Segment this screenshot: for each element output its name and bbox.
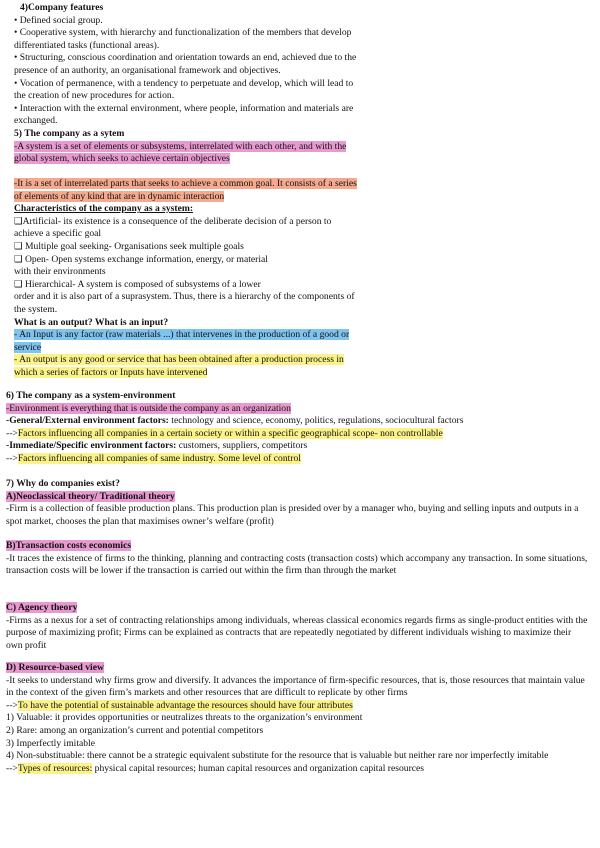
characteristic-line: ❑ Multiple goal seeking- Organisations seek multiple goals: [14, 240, 244, 252]
theory-b-block: [0, 540, 590, 578]
theory-b-text: -It traces the existence of firms to the thinking, planning and contracting costs (transaction costs) which accompany any transaction. In some situations, transaction costs will be lower if the transaction is carried out within the firm than through the market: [6, 552, 588, 577]
bullet-4-line-1: • Vocation of permanence, with a tendency to perpetuate and develop, which will lead to: [14, 77, 354, 89]
input-definition-line-1: - An Input is any factor (raw materials ...) that intervenes in the production of a good or: [14, 329, 350, 341]
bullet-4-line-2: the creation of new procedures for action.: [14, 90, 175, 102]
section-company-features: [0, 2, 414, 128]
section-why-companies-exist: [0, 478, 590, 528]
characteristic-line: order and it is also part of a suprasystem. Thus, there is a hierarchy of the components of: [14, 291, 355, 303]
section-7-title: 7) Why do companies exist?: [6, 478, 120, 489]
input-definition-line-2: service: [14, 341, 42, 353]
bullet-2-line-2: differentiated tasks (functional areas).: [14, 39, 160, 51]
resource-types-text: physical capital resources; human capital resources and organization capital resources: [92, 762, 425, 774]
theory-d-text: -It seeks to understand why firms grow and diversify. It advances the importance of firm-specific resources, that is, those resources that maintain value in the context of the given firm’s markets and other resources that are difficult to replicate by other firms: [6, 674, 585, 699]
section-6-title: 6) The company as a system-environment: [6, 390, 176, 401]
arrow-prefix: -->: [6, 452, 18, 464]
attribute-item: 4) Non-substituable: there cannot be a strategic equivalent substitute for the resource that is valuable but neither rare nor imperfectly imitable: [6, 750, 549, 762]
characteristic-line: ❑Artificial- its existence is a consequence of the deliberate decision of a person to: [14, 215, 332, 227]
system-parts-line-2: of elements of any kind that are in dynamic interaction: [14, 190, 225, 202]
environment-definition: -Environment is everything that is outside the company as an organization: [6, 402, 291, 414]
bullet-5-line-1: • Interaction with the external environment, where people, information and materials are: [14, 102, 354, 114]
characteristic-line: achieve a specific goal: [14, 228, 102, 240]
theory-a-text: -Firm is a collection of feasible production plans. This production plan is presided over by a manager who, buying and selling inputs and outputs in a spot market, chooses the plan that maximises owner’s welfare (profit): [6, 503, 579, 527]
theory-c-block: [0, 602, 590, 652]
characteristic-line: ❑ Hierarchical- A system is composed of subsystems of a lower: [14, 278, 261, 290]
bullet-5-line-2: exchanged.: [14, 115, 58, 127]
general-factors-note: Factors influencing all companies in a certain society or within a specific geographical scope- non controllable: [17, 427, 443, 439]
attribute-item: 1) Valuable: it provides opportunities or neutralizes threats to the organization’s environment: [6, 712, 363, 724]
general-factors-text: technology and science, economy, politics, regulations, sociocultural factors: [168, 415, 464, 427]
section-company-as-system: [0, 128, 414, 166]
immediate-factors-note: Factors influencing all companies of same industry. Some level of control: [17, 452, 301, 464]
theory-d-title: D) Resource-based view: [6, 662, 104, 673]
arrow-prefix: -->: [6, 762, 18, 774]
characteristics-title: Characteristics of the company as a system:: [14, 203, 194, 215]
characteristic-line: the system.: [14, 303, 58, 315]
theory-a-title: A)Neoclassical theory/ Traditional theory: [6, 490, 175, 502]
input-output-title: What is an output? What is an input?: [14, 316, 169, 328]
attributes-note: To have the potential of sustainable advantage the resources should have four attributes: [17, 699, 353, 711]
theory-c-text: -Firms as a nexus for a set of contracting relationships among individuals, whereas classical economics regards firms as single-product entities with the purpose of maximizing profit; Firms can be explained as contracts that are repeatedly negotiated by different individuals wishing to maximize their own profit: [6, 614, 588, 651]
bullet-3-line-2: presence of an authority, an organisational framework and objectives.: [14, 64, 281, 76]
resource-types-label: Types of resources:: [17, 762, 93, 774]
attribute-item: 3) Imperfectly imitable: [6, 737, 95, 749]
bullet-1: • Defined social group.: [14, 14, 103, 26]
theory-d-block: [0, 662, 590, 775]
general-factors-label: -General/External environment factors:: [6, 415, 169, 427]
theory-b-title: B)Transaction costs economics: [6, 540, 132, 551]
section-5-title: 5) The company as a sytem: [14, 128, 125, 139]
section-4-title: 4)Company features: [20, 2, 104, 13]
characteristic-line: with their environments: [14, 266, 106, 278]
arrow-prefix: -->: [6, 699, 18, 711]
attribute-item: 2) Rare: among an organization’s current and potential competitors: [6, 724, 264, 736]
system-parts-block: [0, 178, 414, 380]
characteristic-line: ❑ Open- Open systems exchange information, energy, or material: [14, 253, 268, 265]
system-parts-line-1: -It is a set of interrelated parts that seeks to achieve a common goal. It consists of a series: [14, 178, 357, 189]
system-definition-line-1: -A system is a set of elements or subsystems, interrelated with each other, and with the: [14, 140, 347, 152]
theory-c-title: C) Agency theory: [6, 602, 78, 613]
system-definition-line-2: global system, which seeks to achieve certain objectives: [14, 153, 230, 165]
bullet-2-line-1: • Cooperative system, with hierarchy and functionalization of the members that develop: [14, 27, 352, 39]
immediate-factors-label: -Immediate/Specific environment factors:: [6, 440, 177, 452]
bullet-3-line-1: • Structuring, conscious coordination and orientation towards an end, achieved due to the: [14, 52, 357, 64]
immediate-factors-text: customers, suppliers, competitors: [176, 440, 308, 452]
output-definition-line-1: - An output is any good or service that has been obtained after a production process in: [14, 354, 344, 366]
output-definition-line-2: which a series of factors or Inputs have intervened: [14, 366, 208, 378]
arrow-prefix: -->: [6, 427, 18, 439]
section-system-environment: [0, 390, 590, 466]
